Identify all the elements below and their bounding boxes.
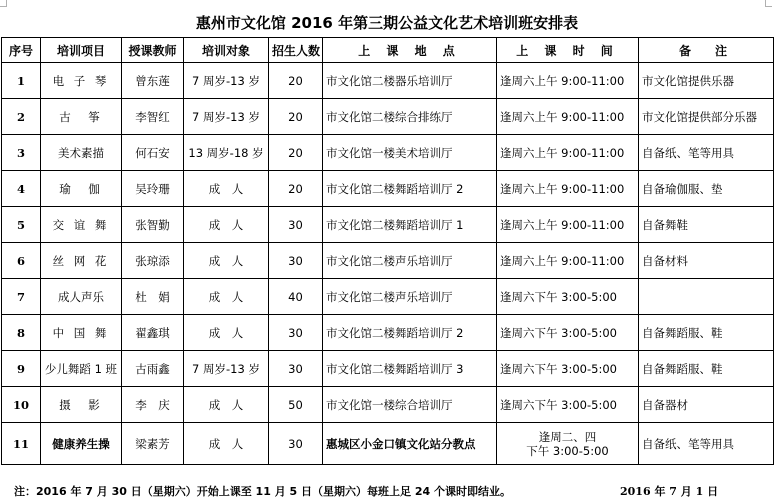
cell-time: 逢周六下午 3:00-5:00 xyxy=(497,351,639,387)
cell-no: 9 xyxy=(2,351,41,387)
cell-target: 成 人 xyxy=(184,243,269,279)
cell-location: 市文化馆二楼舞蹈培训厅 2 xyxy=(323,171,497,207)
cell-project: 中 国 舞 xyxy=(41,315,122,351)
cell-time: 逢周六上午 9:00-11:00 xyxy=(497,135,639,171)
cell-project: 美术素描 xyxy=(41,135,122,171)
cell-time: 逢周六下午 3:00-5:00 xyxy=(497,387,639,423)
table-row xyxy=(2,315,774,351)
schedule-table xyxy=(1,37,774,465)
cell-location: 市文化馆二楼舞蹈培训厅 3 xyxy=(323,351,497,387)
header-time: 上 课 时 间 xyxy=(497,38,639,63)
cell-no: 10 xyxy=(2,387,41,423)
header-count: 招生人数 xyxy=(269,38,323,63)
cell-teacher: 翟鑫琪 xyxy=(122,315,184,351)
cell-target: 7 周岁-13 岁 xyxy=(184,351,269,387)
cell-project: 交 谊 舞 xyxy=(41,207,122,243)
cell-target: 成 人 xyxy=(184,171,269,207)
cell-teacher: 曾东莲 xyxy=(122,63,184,99)
cell-no: 6 xyxy=(2,243,41,279)
header-teacher: 授课教师 xyxy=(122,38,184,63)
cell-count: 20 xyxy=(269,135,323,171)
cell-target: 7 周岁-13 岁 xyxy=(184,99,269,135)
table-row xyxy=(2,243,774,279)
cell-note: 市文化馆提供乐器 xyxy=(639,63,774,99)
cell-target: 成 人 xyxy=(184,279,269,315)
table-row xyxy=(2,279,774,315)
table-row xyxy=(2,207,774,243)
cell-project: 丝 网 花 xyxy=(41,243,122,279)
cell-no: 8 xyxy=(2,315,41,351)
header-row xyxy=(2,38,774,63)
cell-count: 30 xyxy=(269,423,323,465)
cell-project: 少儿舞蹈 1 班 xyxy=(41,351,122,387)
header-no: 序号 xyxy=(2,38,41,63)
cell-target: 7 周岁-13 岁 xyxy=(184,63,269,99)
cell-no: 3 xyxy=(2,135,41,171)
cell-count: 30 xyxy=(269,351,323,387)
cell-note: 自备舞蹈服、鞋 xyxy=(639,351,774,387)
cell-time: 逢周六上午 9:00-11:00 xyxy=(497,99,639,135)
table-row xyxy=(2,99,774,135)
footer-date: 2016 年 7 月 1 日 xyxy=(620,485,719,498)
cell-time: 逢周六下午 3:00-5:00 xyxy=(497,279,639,315)
cell-note: 自备器材 xyxy=(639,387,774,423)
cell-time: 逢周六下午 3:00-5:00 xyxy=(497,315,639,351)
cell-target: 13 周岁-18 岁 xyxy=(184,135,269,171)
cell-location: 市文化馆二楼舞蹈培训厅 1 xyxy=(323,207,497,243)
footer-note: 注：2016 年 7 月 30 日（星期六）开始上课至 11 月 5 日（星期六）每班上足 24 个课时即结业。 xyxy=(14,485,511,498)
cell-count: 30 xyxy=(269,315,323,351)
cell-project: 健康养生操 xyxy=(41,423,122,465)
table-row xyxy=(2,351,774,387)
page-corner-marker xyxy=(765,0,772,7)
cell-location: 市文化馆二楼声乐培训厅 xyxy=(323,279,497,315)
cell-count: 20 xyxy=(269,99,323,135)
cell-location: 市文化馆二楼器乐培训厅 xyxy=(323,63,497,99)
cell-project: 成人声乐 xyxy=(41,279,122,315)
cell-teacher: 李 庆 xyxy=(122,387,184,423)
cell-time-line1: 逢周二、四 xyxy=(538,429,597,444)
header-location: 上 课 地 点 xyxy=(323,38,497,63)
cell-project: 摄 影 xyxy=(41,387,122,423)
cell-target: 成 人 xyxy=(184,207,269,243)
cell-count: 30 xyxy=(269,207,323,243)
cell-note: 自备舞蹈服、鞋 xyxy=(639,315,774,351)
cell-teacher: 何石安 xyxy=(122,135,184,171)
cell-time: 逢周六上午 9:00-11:00 xyxy=(497,243,639,279)
header-project: 培训项目 xyxy=(41,38,122,63)
page-corner-marker xyxy=(0,0,7,7)
cell-note xyxy=(639,279,774,315)
cell-location: 市文化馆二楼舞蹈培训厅 2 xyxy=(323,315,497,351)
cell-note: 自备瑜伽服、垫 xyxy=(639,171,774,207)
cell-count: 40 xyxy=(269,279,323,315)
cell-project: 电 子 琴 xyxy=(41,63,122,99)
cell-teacher: 古雨鑫 xyxy=(122,351,184,387)
table-row xyxy=(2,423,774,465)
cell-no: 7 xyxy=(2,279,41,315)
header-note: 备 注 xyxy=(639,38,774,63)
cell-location: 市文化馆二楼综合排练厅 xyxy=(323,99,497,135)
cell-target: 成 人 xyxy=(184,387,269,423)
header-target: 培训对象 xyxy=(184,38,269,63)
cell-teacher: 张智勤 xyxy=(122,207,184,243)
table-row xyxy=(2,63,774,99)
cell-note: 市文化馆提供部分乐器 xyxy=(639,99,774,135)
cell-no: 2 xyxy=(2,99,41,135)
cell-teacher: 张琼添 xyxy=(122,243,184,279)
cell-no: 11 xyxy=(2,423,41,465)
cell-teacher: 李智红 xyxy=(122,99,184,135)
cell-note: 自备舞鞋 xyxy=(639,207,774,243)
cell-note: 自备纸、笔等用具 xyxy=(639,135,774,171)
cell-note: 自备材料 xyxy=(639,243,774,279)
table-row xyxy=(2,387,774,423)
cell-project: 瑜 伽 xyxy=(41,171,122,207)
cell-no: 1 xyxy=(2,63,41,99)
cell-time-line2: 下午 3:00-5:00 xyxy=(526,443,609,458)
document-title: 惠州市文化馆 2016 年第三期公益文化艺术培训班安排表 xyxy=(195,14,579,32)
cell-count: 50 xyxy=(269,387,323,423)
cell-no: 5 xyxy=(2,207,41,243)
cell-project: 古 筝 xyxy=(41,99,122,135)
cell-location: 市文化馆一楼美术培训厅 xyxy=(323,135,497,171)
cell-count: 20 xyxy=(269,171,323,207)
cell-time: 逢周六上午 9:00-11:00 xyxy=(497,207,639,243)
cell-teacher: 杜 娟 xyxy=(122,279,184,315)
table-row xyxy=(2,135,774,171)
cell-time xyxy=(497,423,639,465)
cell-count: 30 xyxy=(269,243,323,279)
cell-note: 自备纸、笔等用具 xyxy=(639,423,774,465)
cell-location: 市文化馆一楼综合培训厅 xyxy=(323,387,497,423)
cell-count: 20 xyxy=(269,63,323,99)
cell-location: 市文化馆二楼声乐培训厅 xyxy=(323,243,497,279)
cell-time: 逢周六上午 9:00-11:00 xyxy=(497,171,639,207)
cell-location: 惠城区小金口镇文化站分教点 xyxy=(323,423,497,465)
cell-no: 4 xyxy=(2,171,41,207)
cell-target: 成 人 xyxy=(184,315,269,351)
cell-target: 成 人 xyxy=(184,423,269,465)
cell-teacher: 梁素芳 xyxy=(122,423,184,465)
cell-time: 逢周六上午 9:00-11:00 xyxy=(497,63,639,99)
table-row xyxy=(2,171,774,207)
cell-teacher: 吴玲珊 xyxy=(122,171,184,207)
